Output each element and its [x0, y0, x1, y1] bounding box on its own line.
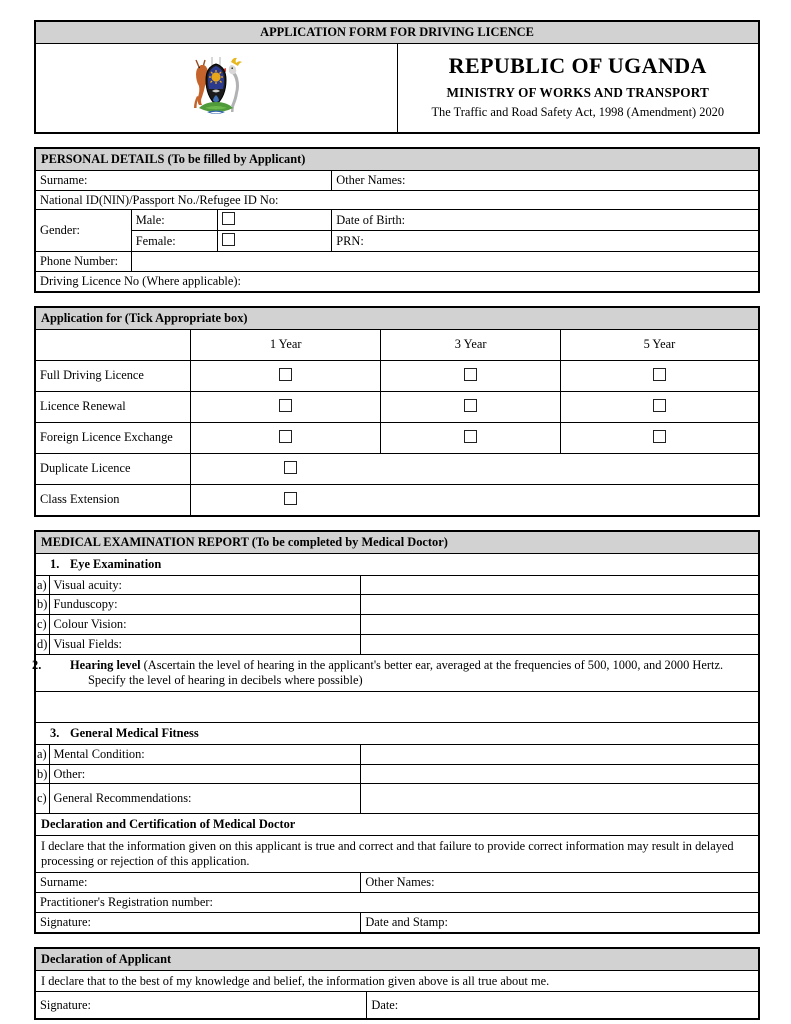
- gender-label: Gender:: [35, 210, 131, 252]
- application-for-header-row: [35, 307, 759, 329]
- doctor-date-stamp-field[interactable]: [361, 912, 759, 932]
- value-visual-acuity[interactable]: [361, 575, 759, 595]
- spacer: [34, 934, 759, 947]
- uganda-coat-of-arms-icon: [185, 51, 247, 121]
- licence-no-label: Driving Licence No (Where applicable):: [40, 274, 241, 288]
- hearing-level-label: Hearing level: [70, 658, 141, 672]
- eye-examination-title: [35, 553, 759, 575]
- national-id-label: National ID(NIN)/Passport No./Refugee ID No:: [40, 192, 279, 207]
- medical-header-row: [35, 531, 759, 553]
- doctor-other-names-field[interactable]: [361, 873, 759, 893]
- doctor-registration-field[interactable]: [35, 892, 759, 912]
- checkbox-class-extension[interactable]: [284, 492, 297, 505]
- gender-female-row: [35, 231, 759, 252]
- checkbox-licence-renewal-1-year[interactable]: [279, 399, 292, 412]
- row-label-duplicate-licence: Duplicate Licence: [35, 453, 190, 484]
- application-for-blank-corner: [35, 329, 190, 360]
- masthead-row: [35, 43, 759, 132]
- national-id-row: [35, 190, 759, 210]
- prn-field[interactable]: [332, 231, 759, 252]
- doctor-surname-label: Surname:: [40, 875, 88, 889]
- checkbox-cell-full-driving-licence-3-year[interactable]: [381, 360, 560, 391]
- marker-other: b): [35, 764, 49, 784]
- doctor-declaration-text-row: [35, 836, 759, 873]
- table-row: [35, 422, 759, 453]
- value-funduscopy[interactable]: [361, 595, 759, 615]
- doctor-signature-field[interactable]: [35, 912, 361, 932]
- row-label-class-extension: Class Extension: [35, 484, 190, 516]
- checkbox-foreign-licence-exchange-1-year[interactable]: [279, 430, 292, 443]
- gender-male-row: [35, 210, 759, 231]
- table-row: [35, 575, 759, 595]
- row-label-licence-renewal: Licence Renewal: [35, 391, 190, 422]
- value-mental-condition[interactable]: [361, 744, 759, 764]
- checkbox-full-driving-licence-1-year[interactable]: [279, 368, 292, 381]
- marker-visual-acuity: a): [35, 575, 49, 595]
- general-fitness-title-row: [35, 722, 759, 744]
- hearing-level-value[interactable]: [35, 691, 759, 722]
- checkbox-cell-foreign-licence-exchange-5-year[interactable]: [560, 422, 759, 453]
- doctor-other-names-label: Other Names:: [365, 875, 435, 889]
- label-funduscopy: Funduscopy:: [49, 595, 361, 615]
- date-of-birth-field[interactable]: [332, 210, 759, 231]
- label-colour-vision: Colour Vision:: [49, 615, 361, 635]
- label-visual-acuity: Visual acuity:: [49, 575, 361, 595]
- masthead-text: [397, 43, 759, 132]
- doctor-date-stamp-label: Date and Stamp:: [365, 914, 448, 929]
- table-row: [35, 744, 759, 764]
- personal-details-heading: PERSONAL DETAILS (To be filled by Applicant): [35, 148, 759, 170]
- eye-examination-title-row: [35, 553, 759, 575]
- table-row: [35, 391, 759, 422]
- value-general-recommendations[interactable]: [361, 784, 759, 814]
- doctor-signature-label: Signature:: [40, 914, 91, 929]
- checkbox-cell-duplicate-licence[interactable]: [190, 453, 759, 484]
- male-checkbox[interactable]: [222, 212, 235, 225]
- column-header-1-year: 1 Year: [190, 329, 381, 360]
- label-general-recommendations: General Recommendations:: [49, 784, 361, 814]
- table-row: [35, 360, 759, 391]
- licence-no-row: [35, 272, 759, 292]
- form-title-row: [35, 21, 759, 43]
- country-name: REPUBLIC OF UGANDA: [448, 53, 707, 79]
- label-mental-condition: Mental Condition:: [49, 744, 361, 764]
- hearing-level-description: (Ascertain the level of hearing in the applicant's better ear, averaged at the frequencies of 500, 1000, and 2000 Hertz. Specify the level of hearing in decibels where possible): [88, 658, 724, 687]
- phone-label: Phone Number:: [35, 252, 131, 272]
- general-fitness-title: [35, 722, 759, 744]
- date-of-birth-label: Date of Birth:: [336, 212, 406, 227]
- applicant-declaration-heading-row: [35, 948, 759, 970]
- ministry-name: MINISTRY OF WORKS AND TRANSPORT: [446, 84, 709, 100]
- table-row: [35, 764, 759, 784]
- male-checkbox-cell[interactable]: [217, 210, 331, 231]
- female-checkbox[interactable]: [222, 233, 235, 246]
- table-row: [35, 595, 759, 615]
- applicant-declaration-block: [34, 947, 760, 1021]
- table-row: [35, 484, 759, 516]
- doctor-surname-field[interactable]: [35, 873, 361, 893]
- application-for-column-header-row: [35, 329, 759, 360]
- checkbox-cell-class-extension[interactable]: [190, 484, 759, 516]
- other-names-field[interactable]: [332, 170, 759, 190]
- doctor-signature-row: [35, 912, 759, 932]
- label-other: Other:: [49, 764, 361, 784]
- marker-colour-vision: c): [35, 615, 49, 635]
- checkbox-cell-foreign-licence-exchange-3-year[interactable]: [381, 422, 560, 453]
- column-header-3-year: 3 Year: [381, 329, 560, 360]
- applicant-declaration-text: I declare that to the best of my knowledge and belief, the information given above is all true about me.: [35, 970, 759, 992]
- table-row: [35, 615, 759, 635]
- applicant-signature-label: Signature:: [40, 997, 91, 1012]
- general-fitness-number: 3.: [50, 725, 60, 740]
- spacer: [34, 517, 759, 530]
- checkbox-foreign-licence-exchange-5-year[interactable]: [653, 430, 666, 443]
- checkbox-cell-full-driving-licence-1-year[interactable]: [190, 360, 381, 391]
- checkbox-duplicate-licence[interactable]: [284, 461, 297, 474]
- application-for-heading: Application for (Tick Appropriate box): [35, 307, 759, 329]
- applicant-declaration-heading: Declaration of Applicant: [35, 948, 759, 970]
- marker-mental-condition: a): [35, 744, 49, 764]
- checkbox-full-driving-licence-3-year[interactable]: [464, 368, 477, 381]
- doctor-registration-row: [35, 892, 759, 912]
- spacer: [34, 134, 759, 147]
- hearing-level-answer-row: [35, 691, 759, 722]
- table-row: [35, 453, 759, 484]
- column-header-5-year: 5 Year: [560, 329, 759, 360]
- application-for-block: [34, 306, 760, 517]
- row-label-foreign-licence-exchange: Foreign Licence Exchange: [35, 422, 190, 453]
- marker-general-recommendations: c): [35, 784, 49, 814]
- checkbox-cell-licence-renewal-1-year[interactable]: [190, 391, 381, 422]
- male-label: Male:: [131, 210, 217, 231]
- national-id-field[interactable]: [35, 190, 759, 210]
- eye-examination-label: Eye Examination: [70, 556, 162, 571]
- prn-label: PRN:: [336, 233, 364, 248]
- table-row: [35, 635, 759, 655]
- checkbox-foreign-licence-exchange-3-year[interactable]: [464, 430, 477, 443]
- doctor-declaration-text: I declare that the information given on this applicant is true and correct and that failure to provide correct information may result in delayed processing or rejection of this application.: [35, 836, 759, 873]
- medical-examination-block: [34, 530, 760, 934]
- checkbox-cell-licence-renewal-3-year[interactable]: [381, 391, 560, 422]
- doctor-name-row: [35, 873, 759, 893]
- phone-row: [35, 252, 759, 272]
- marker-funduscopy: b): [35, 595, 49, 615]
- marker-visual-fields: d): [35, 635, 49, 655]
- personal-details-header-row: [35, 148, 759, 170]
- other-names-label: Other Names:: [336, 172, 406, 187]
- row-label-full-driving-licence: Full Driving Licence: [35, 360, 190, 391]
- checkbox-cell-foreign-licence-exchange-1-year[interactable]: [190, 422, 381, 453]
- value-colour-vision[interactable]: [361, 615, 759, 635]
- surname-label: Surname:: [40, 172, 88, 187]
- general-fitness-label: General Medical Fitness: [70, 725, 199, 740]
- checkbox-licence-renewal-5-year[interactable]: [653, 399, 666, 412]
- female-checkbox-cell[interactable]: [217, 231, 331, 252]
- personal-details-block: [34, 147, 760, 293]
- coat-of-arms-cell: [35, 43, 397, 132]
- doctor-declaration-heading: Declaration and Certification of Medical Doctor: [35, 814, 759, 836]
- applicant-declaration-text-row: [35, 970, 759, 992]
- label-visual-fields: Visual Fields:: [49, 635, 361, 655]
- value-visual-fields[interactable]: [361, 635, 759, 655]
- eye-examination-number: 1.: [50, 556, 60, 571]
- value-other[interactable]: [361, 764, 759, 784]
- act-reference: The Traffic and Road Safety Act, 1998 (Amendment) 2020: [431, 105, 725, 120]
- hearing-level-number: 2.: [32, 658, 42, 672]
- checkbox-full-driving-licence-5-year[interactable]: [653, 368, 666, 381]
- phone-value[interactable]: [131, 252, 759, 272]
- applicant-date-label: Date:: [371, 997, 399, 1012]
- medical-examination-heading: MEDICAL EXAMINATION REPORT (To be completed by Medical Doctor): [35, 531, 759, 553]
- surname-field[interactable]: [35, 170, 332, 190]
- table-row: [35, 784, 759, 814]
- licence-no-field[interactable]: [35, 272, 759, 292]
- checkbox-cell-licence-renewal-5-year[interactable]: [560, 391, 759, 422]
- surname-row: [35, 170, 759, 190]
- checkbox-licence-renewal-3-year[interactable]: [464, 399, 477, 412]
- doctor-declaration-heading-row: [35, 814, 759, 836]
- doctor-registration-label: Practitioner's Registration number:: [40, 894, 213, 909]
- applicant-signature-field[interactable]: [35, 992, 367, 1020]
- applicant-date-field[interactable]: [367, 992, 759, 1020]
- checkbox-cell-full-driving-licence-5-year[interactable]: [560, 360, 759, 391]
- female-label: Female:: [131, 231, 217, 252]
- hearing-level-title: [32, 655, 759, 692]
- applicant-signature-row: [35, 992, 759, 1020]
- page-title: APPLICATION FORM FOR DRIVING LICENCE: [35, 21, 759, 43]
- masthead-block: [34, 20, 760, 134]
- hearing-level-title-row: [35, 655, 759, 692]
- spacer: [34, 293, 759, 306]
